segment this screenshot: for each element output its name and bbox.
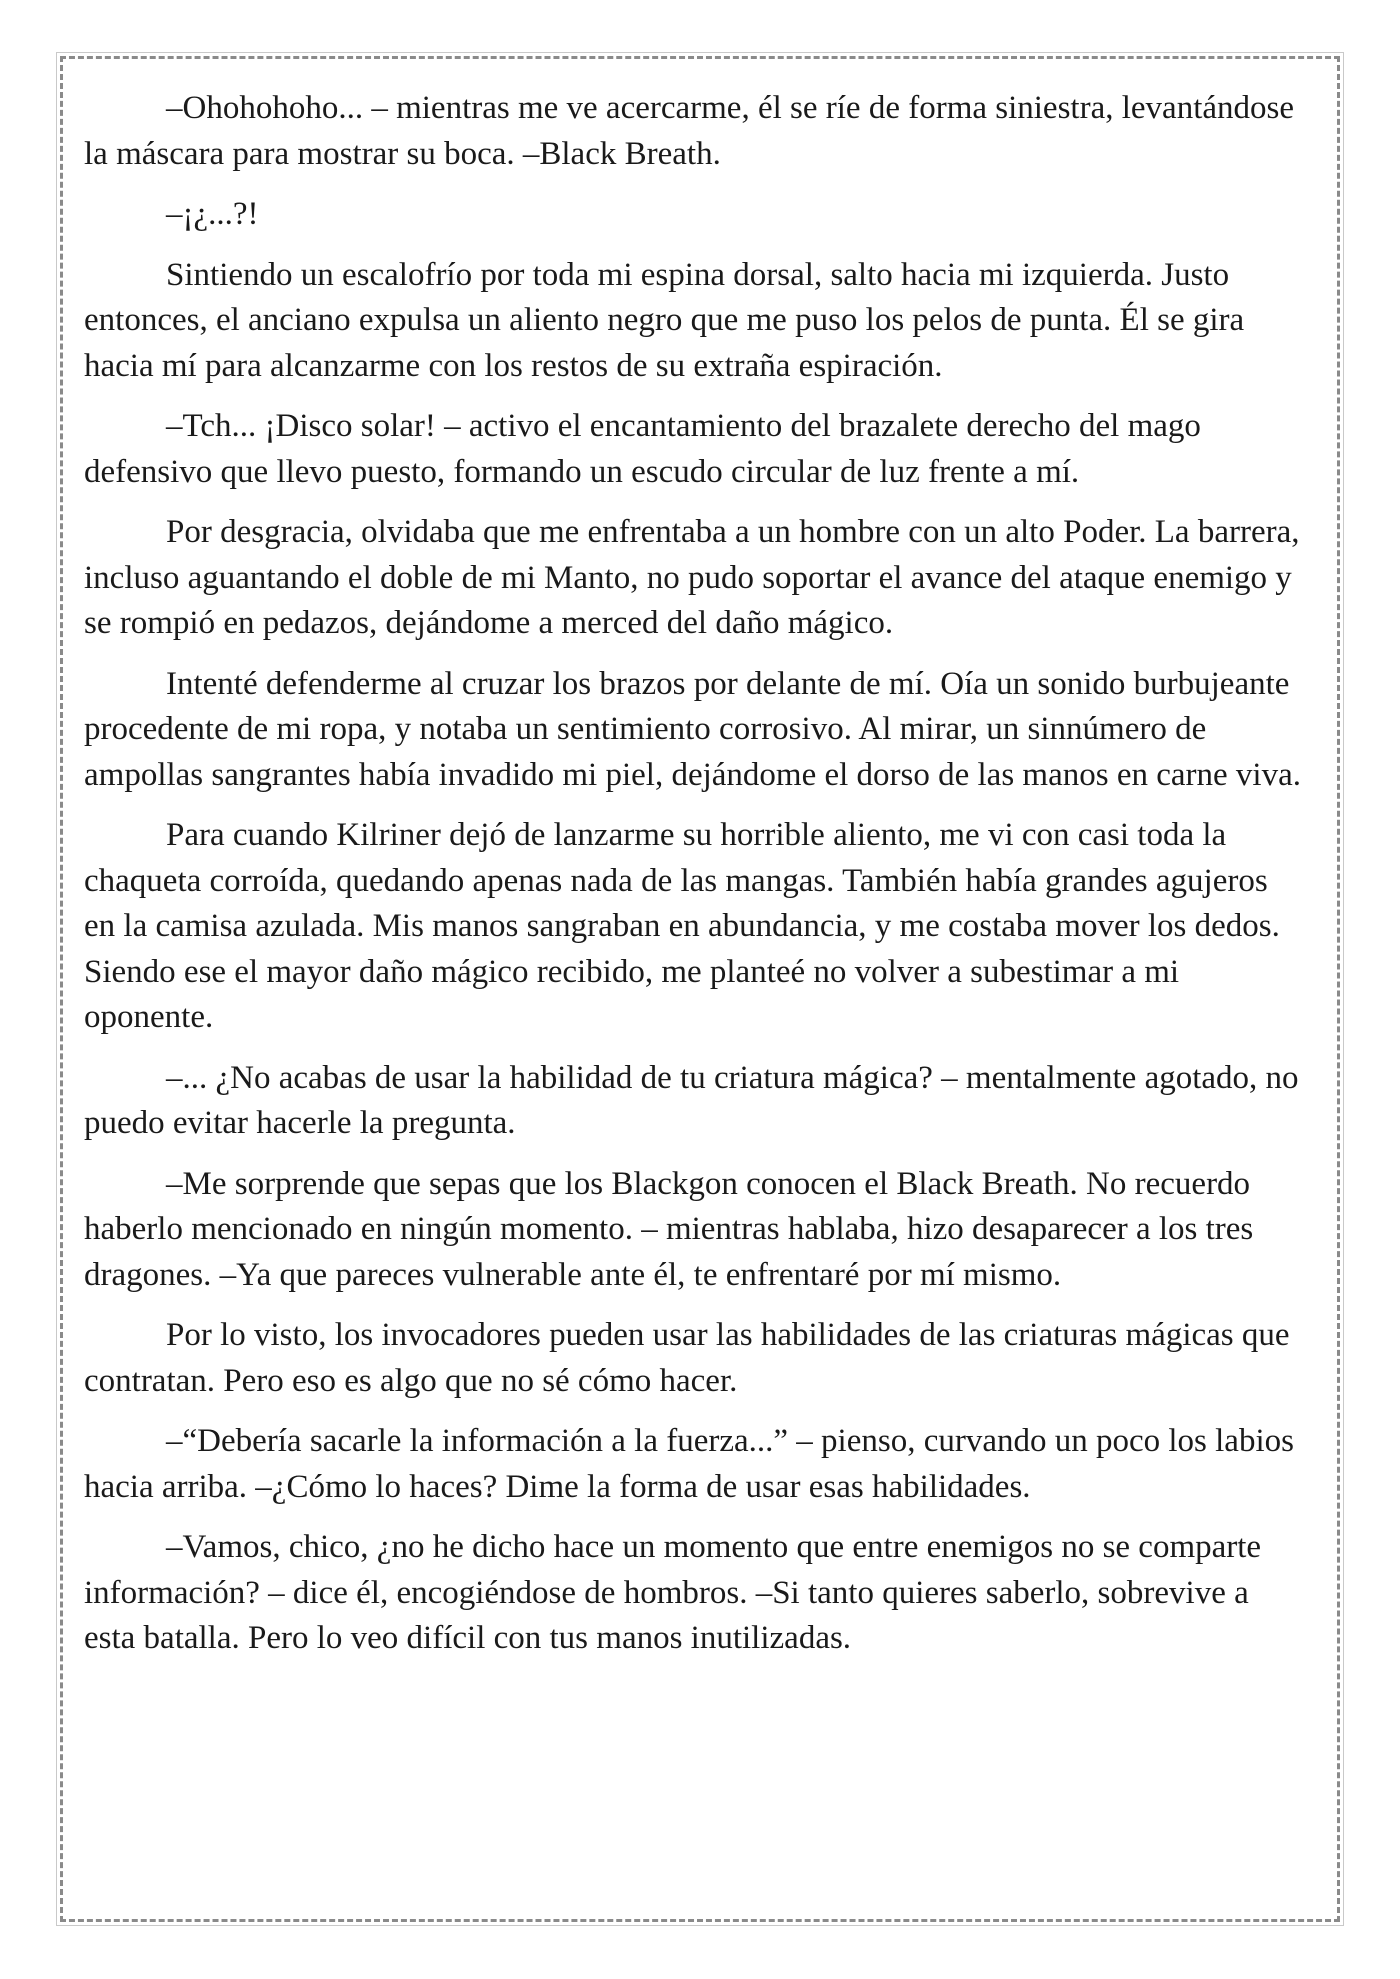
paragraph-8: –... ¿No acabas de usar la habilidad de tu criatura mágica? – mentalmente agotado, no puedo evitar hacerle la pregunta. — [84, 1059, 1299, 1141]
paragraph-12: –Vamos, chico, ¿no he dicho hace un momento que entre enemigos no se comparte información? – dice él, encogiéndose de hombros. –Si tanto quieres saberlo, sobrevive a esta batalla. Pero lo veo difícil con tus manos inutilizadas. — [84, 1529, 1262, 1656]
paragraph-10: Por lo visto, los invocadores pueden usar las habilidades de las criaturas mágicas que contratan. Pero eso es algo que no sé cómo hacer. — [84, 1317, 1290, 1399]
paragraph-11: –“Debería sacarle la información a la fuerza...” – pienso, curvando un poco los labios hacia arriba. –¿Cómo lo haces? Dime la forma de usar esas habilidades. — [84, 1423, 1294, 1505]
paragraph-4: –Tch... ¡Disco solar! – activo el encantamiento del brazalete derecho del mago defensivo que llevo puesto, formando un escudo circular de luz frente a mí. — [84, 408, 1201, 490]
paragraph-1: –Ohohohoho... – mientras me ve acercarme, él se ríe de forma siniestra, levantándose la máscara para mostrar su boca. –Black Breath. — [84, 90, 1294, 172]
paragraph-3: Sintiendo un escalofrío por toda mi espina dorsal, salto hacia mi izquierda. Justo entonces, el anciano expulsa un aliento negro que me puso los pelos de punta. Él se gira hacia mí para alcanzarme con los restos de su extraña espiración. — [84, 256, 1245, 384]
paragraph-9: –Me sorprende que sepas que los Blackgon conocen el Black Breath. No recuerdo haberlo mencionado en ningún momento. – mientras hablaba, hizo desaparecer a los tres dragones. –Ya que pareces vulnerable ante él, te enfrentaré por mí mismo. — [84, 1165, 1254, 1293]
paragraph-5: Por desgracia, olvidaba que me enfrentaba a un hombre con un alto Poder. La barrera, incluso aguantando el doble de mi Manto, no pudo soportar el avance del ataque enemigo y se rompió en pedazos, dejándome a merced del daño mágico. — [84, 514, 1300, 641]
paragraph-2: –¡¿...?! — [166, 196, 259, 232]
paragraph-6: Intenté defenderme al cruzar los brazos por delante de mí. Oía un sonido burbujeante procedente de mi ropa, y notaba un sentimiento corrosivo. Al mirar, un sinnúmero de ampollas sangrantes había invadido mi piel, dejándome el dorso de las manos en carne viva. — [84, 665, 1301, 793]
page-text — [84, 86, 1304, 1677]
paragraph-7: Para cuando Kilriner dejó de lanzarme su horrible aliento, me vi con casi toda la chaqueta corroída, quedando apenas nada de las mangas. También había grandes agujeros en la camisa azulada. Mis manos sangraban en abundancia, y me costaba mover los dedos. Siendo ese el mayor daño mágico recibido, me planteé no volver a subestimar a mi oponente. — [84, 817, 1280, 1035]
